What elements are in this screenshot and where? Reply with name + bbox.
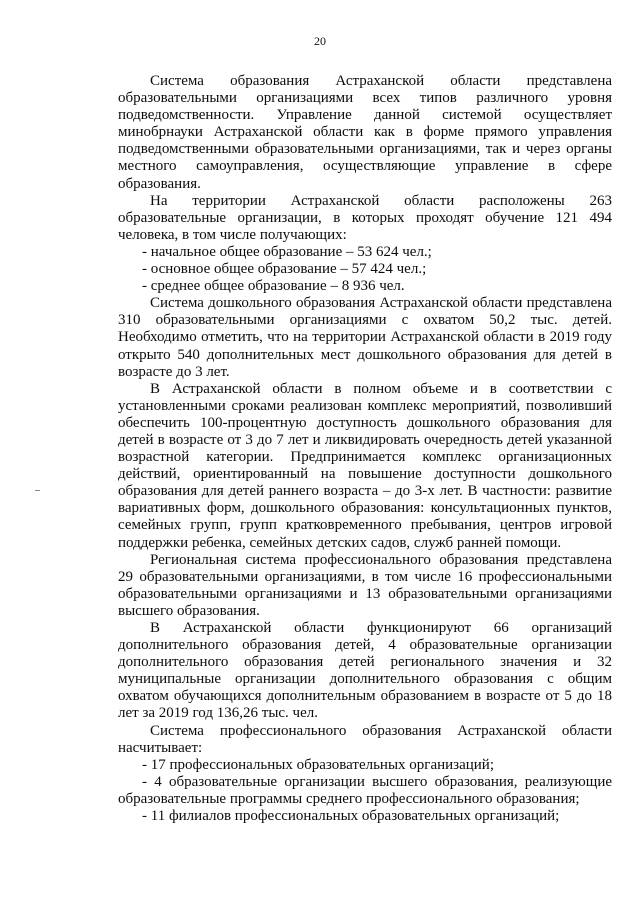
paragraph-organizations-count: На территории Астраханской области расположены 263 образовательные организации, в которых проходят обучение 121 494 человека, в том числе получающих:: [118, 192, 612, 243]
paragraph-preschool: Система дошкольного образования Астраханской области представлена 310 образовательными организациями с охватом 50,2 тыс. детей. Необходимо отметить, что на территории Астраханской области в 2019 году открыто 540 дополнительных мест дошкольного образования для детей в возрасте до 3 лет.: [118, 295, 612, 380]
list-item-higher-orgs: - 4 образовательные организации высшего образования, реализующие образовательные программы среднего профессионального образования;: [118, 773, 612, 807]
list-item-basic: - основное общее образование – 57 424 чел.;: [142, 261, 427, 278]
paragraph-additional-education: В Астраханской области функционируют 66 организаций дополнительного образования детей, 4 образовательные организации дополнительного образования детей регионального значения и 32 муниципальные организации дополнительного образования с общим охватом обучающихся дополнительным образованием в возрасте от 5 до 18 лет за 2019 год 136,26 тыс. чел.: [118, 620, 612, 722]
list-item-professional-orgs: - 17 профессиональных образовательных организаций;: [142, 756, 494, 773]
paragraph-professional-regional: Региональная система профессионального образования представлена 29 образовательными организациями, в том числе 16 профессиональными образовательными организациями и 13 образовательными организациями высшего образования.: [118, 551, 612, 619]
paragraph-education-system: Система образования Астраханской области представлена образовательными организациями всех типов различного уровня подведомственности. Управление данной системой осуществляет минобрнауки Астраханской области как в форме прямого управления подведомственными образовательными организациями, так и через органы местного самоуправления, осуществляющие управление в сфере образования.: [118, 73, 612, 192]
document-body: [118, 73, 612, 825]
paragraph-preschool-measures: В Астраханской области в полном объеме и в соответствии с установленными сроками реализован комплекс мероприятий, позволивший обеспечить 100-процентную доступность дошкольного образования для детей в возрасте от 3 до 7 лет и ликвидировать очередность детей указанной возрастной категории. Предпринимается комплекс организационных действий, ориентированный на повышение доступности дошкольного образования для детей раннего возраста – до 3-х лет. В частности: развитие вариативных форм, дошкольного образования: консультационных пунктов, семейных групп, групп кратковременного пребывания, центров игровой поддержки ребенка, семейных детских садов, служб ранней помощи.: [118, 380, 612, 551]
list-item-secondary: - среднее общее образование – 8 936 чел.: [142, 278, 405, 295]
list-item-primary: - начальное общее образование – 53 624 чел.;: [142, 243, 432, 260]
margin-mark: [35, 490, 40, 491]
page-number: 20: [314, 34, 326, 48]
paragraph-professional-system: Система профессионального образования Астраханской области насчитывает:: [118, 722, 612, 756]
list-item-branches: - 11 филиалов профессиональных образовательных организаций;: [142, 808, 560, 825]
